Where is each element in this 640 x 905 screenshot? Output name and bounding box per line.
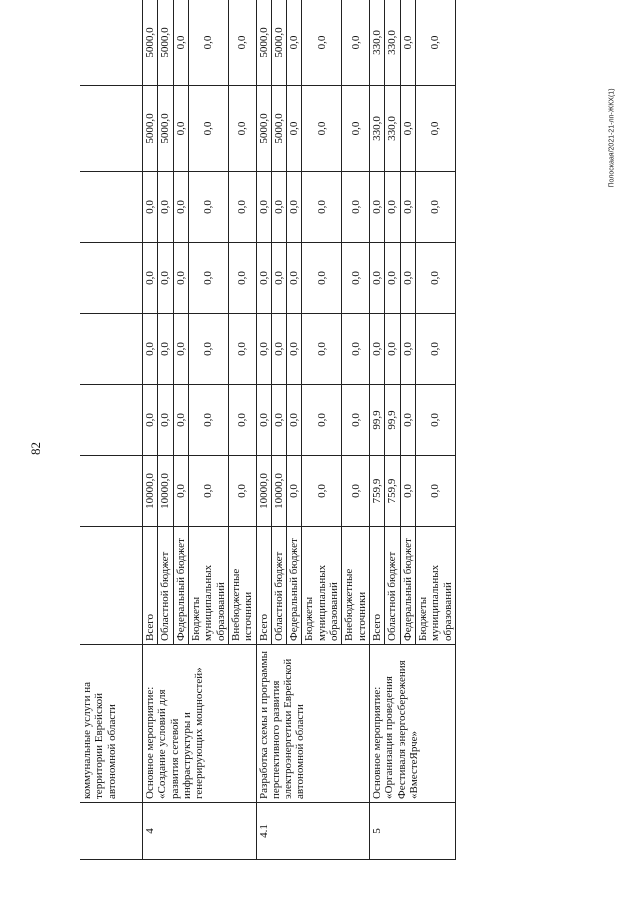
table-body: [80, 0, 455, 860]
funding-value: 0,0: [228, 86, 256, 172]
funding-source: Областной бюджет: [158, 527, 173, 645]
rotated-table-area: [80, 0, 598, 860]
funding-value: 10000,0: [143, 456, 158, 527]
cell-empty: [80, 527, 143, 645]
funding-value: 0,0: [400, 86, 415, 172]
funding-source: Внебюджетные источники: [342, 527, 370, 645]
funding-value: 0,0: [385, 314, 400, 385]
funding-value: 0,0: [188, 314, 228, 385]
funding-value: 0,0: [173, 172, 188, 243]
funding-value: 0,0: [400, 456, 415, 527]
funding-value: 330,0: [385, 0, 400, 86]
item-name: Основное мероприятие: «Организация проведения Фестиваля энергосбережения «ВместеЯрче»: [370, 645, 456, 803]
cell-number-empty: [80, 803, 143, 860]
funding-value: 0,0: [385, 172, 400, 243]
table-row: [370, 0, 385, 860]
cell-empty: [80, 172, 143, 243]
funding-value: 0,0: [228, 243, 256, 314]
funding-value: 0,0: [228, 172, 256, 243]
funding-value: 0,0: [400, 314, 415, 385]
funding-value: 0,0: [370, 172, 385, 243]
funding-value: 0,0: [287, 385, 302, 456]
funding-value: 0,0: [342, 385, 370, 456]
funding-source: Бюджеты муниципальных образований: [188, 527, 228, 645]
funding-source: Всего: [256, 527, 271, 645]
funding-source: Всего: [143, 527, 158, 645]
funding-value: 0,0: [385, 243, 400, 314]
funding-value: 759,9: [370, 456, 385, 527]
funding-value: 0,0: [415, 0, 455, 86]
funding-value: 759,9: [385, 456, 400, 527]
funding-source: Федеральный бюджет: [400, 527, 415, 645]
funding-value: 0,0: [271, 243, 286, 314]
document-code: Полоскаая/2021-21-лп-ЖКХ(1): [608, 88, 616, 188]
funding-source: Всего: [370, 527, 385, 645]
funding-value: 0,0: [287, 314, 302, 385]
funding-value: 0,0: [302, 456, 342, 527]
funding-value: 5000,0: [271, 86, 286, 172]
funding-value: 5000,0: [143, 86, 158, 172]
funding-value: 330,0: [385, 86, 400, 172]
funding-value: 0,0: [173, 0, 188, 86]
funding-source: Федеральный бюджет: [173, 527, 188, 645]
funding-value: 0,0: [188, 86, 228, 172]
funding-value: 99,9: [385, 385, 400, 456]
funding-value: 0,0: [302, 385, 342, 456]
funding-value: 0,0: [415, 385, 455, 456]
funding-value: 0,0: [271, 314, 286, 385]
funding-value: 0,0: [188, 172, 228, 243]
funding-value: 0,0: [158, 172, 173, 243]
funding-value: 5000,0: [158, 0, 173, 86]
funding-value: 0,0: [271, 172, 286, 243]
funding-value: 0,0: [256, 385, 271, 456]
funding-value: 0,0: [228, 456, 256, 527]
table-row-continuation: [80, 0, 143, 860]
funding-value: 0,0: [256, 172, 271, 243]
funding-value: 0,0: [228, 385, 256, 456]
page-number: 82: [28, 442, 43, 455]
funding-value: 0,0: [302, 86, 342, 172]
funding-value: 0,0: [173, 456, 188, 527]
program-funding-table: [80, 0, 456, 860]
funding-value: 0,0: [302, 0, 342, 86]
funding-value: 5000,0: [143, 0, 158, 86]
funding-value: 0,0: [188, 243, 228, 314]
funding-value: 99,9: [370, 385, 385, 456]
funding-value: 0,0: [287, 172, 302, 243]
funding-value: 0,0: [228, 314, 256, 385]
funding-value: 0,0: [143, 172, 158, 243]
funding-value: 10000,0: [271, 456, 286, 527]
funding-value: 0,0: [400, 385, 415, 456]
funding-value: 10000,0: [158, 456, 173, 527]
funding-value: 0,0: [302, 172, 342, 243]
funding-value: 0,0: [370, 314, 385, 385]
funding-value: 0,0: [158, 243, 173, 314]
item-name: Разработка схемы и программы перспективного развития электроэнергетики Еврейской автономной области: [256, 645, 370, 803]
funding-value: 0,0: [173, 385, 188, 456]
item-number: 4.1: [256, 803, 370, 860]
funding-value: 0,0: [287, 0, 302, 86]
funding-value: 0,0: [188, 385, 228, 456]
item-name: Основное мероприятие: «Создание условий для развития сетевой инфраструктуры и генерирующих мощностей»: [143, 645, 257, 803]
cell-empty: [80, 243, 143, 314]
item-number: 4: [143, 803, 257, 860]
funding-source: Бюджеты муниципальных образований: [302, 527, 342, 645]
table-row: [256, 0, 271, 860]
funding-source: Областной бюджет: [271, 527, 286, 645]
funding-value: 5000,0: [256, 0, 271, 86]
funding-value: 0,0: [271, 385, 286, 456]
funding-value: 0,0: [143, 385, 158, 456]
funding-value: 0,0: [342, 314, 370, 385]
funding-value: 0,0: [342, 0, 370, 86]
funding-value: 0,0: [302, 314, 342, 385]
funding-value: 0,0: [415, 243, 455, 314]
funding-value: 5000,0: [256, 86, 271, 172]
cell-continued-name: коммунальные услуги на территории Еврейской автономной области: [80, 645, 143, 803]
funding-value: 0,0: [158, 314, 173, 385]
funding-value: 0,0: [188, 0, 228, 86]
funding-value: 0,0: [256, 314, 271, 385]
funding-value: 0,0: [415, 314, 455, 385]
funding-source: Бюджеты муниципальных образований: [415, 527, 455, 645]
funding-value: 10000,0: [256, 456, 271, 527]
funding-value: 0,0: [173, 243, 188, 314]
funding-value: 5000,0: [158, 86, 173, 172]
funding-value: 330,0: [370, 86, 385, 172]
funding-value: 0,0: [342, 243, 370, 314]
funding-source: Федеральный бюджет: [287, 527, 302, 645]
funding-value: 0,0: [400, 172, 415, 243]
funding-value: 5000,0: [271, 0, 286, 86]
funding-source: Внебюджетные источники: [228, 527, 256, 645]
cell-empty: [80, 0, 143, 86]
funding-value: 0,0: [143, 243, 158, 314]
funding-source: Областной бюджет: [385, 527, 400, 645]
funding-value: 0,0: [400, 243, 415, 314]
cell-empty: [80, 385, 143, 456]
funding-value: 0,0: [342, 456, 370, 527]
funding-value: 0,0: [287, 243, 302, 314]
funding-value: 0,0: [173, 314, 188, 385]
cell-empty: [80, 86, 143, 172]
funding-value: 0,0: [415, 172, 455, 243]
funding-value: 0,0: [173, 86, 188, 172]
funding-value: 0,0: [415, 456, 455, 527]
funding-value: 0,0: [256, 243, 271, 314]
cell-empty: [80, 314, 143, 385]
funding-value: 0,0: [342, 172, 370, 243]
funding-value: 330,0: [370, 0, 385, 86]
funding-value: 0,0: [415, 86, 455, 172]
funding-value: 0,0: [370, 243, 385, 314]
table-row: [143, 0, 158, 860]
funding-value: 0,0: [400, 0, 415, 86]
cell-empty: [80, 456, 143, 527]
funding-value: 0,0: [188, 456, 228, 527]
funding-value: 0,0: [287, 86, 302, 172]
funding-value: 0,0: [143, 314, 158, 385]
funding-value: 0,0: [228, 0, 256, 86]
funding-value: 0,0: [342, 86, 370, 172]
funding-value: 0,0: [287, 456, 302, 527]
item-number: 5: [370, 803, 456, 860]
funding-value: 0,0: [302, 243, 342, 314]
funding-value: 0,0: [158, 385, 173, 456]
